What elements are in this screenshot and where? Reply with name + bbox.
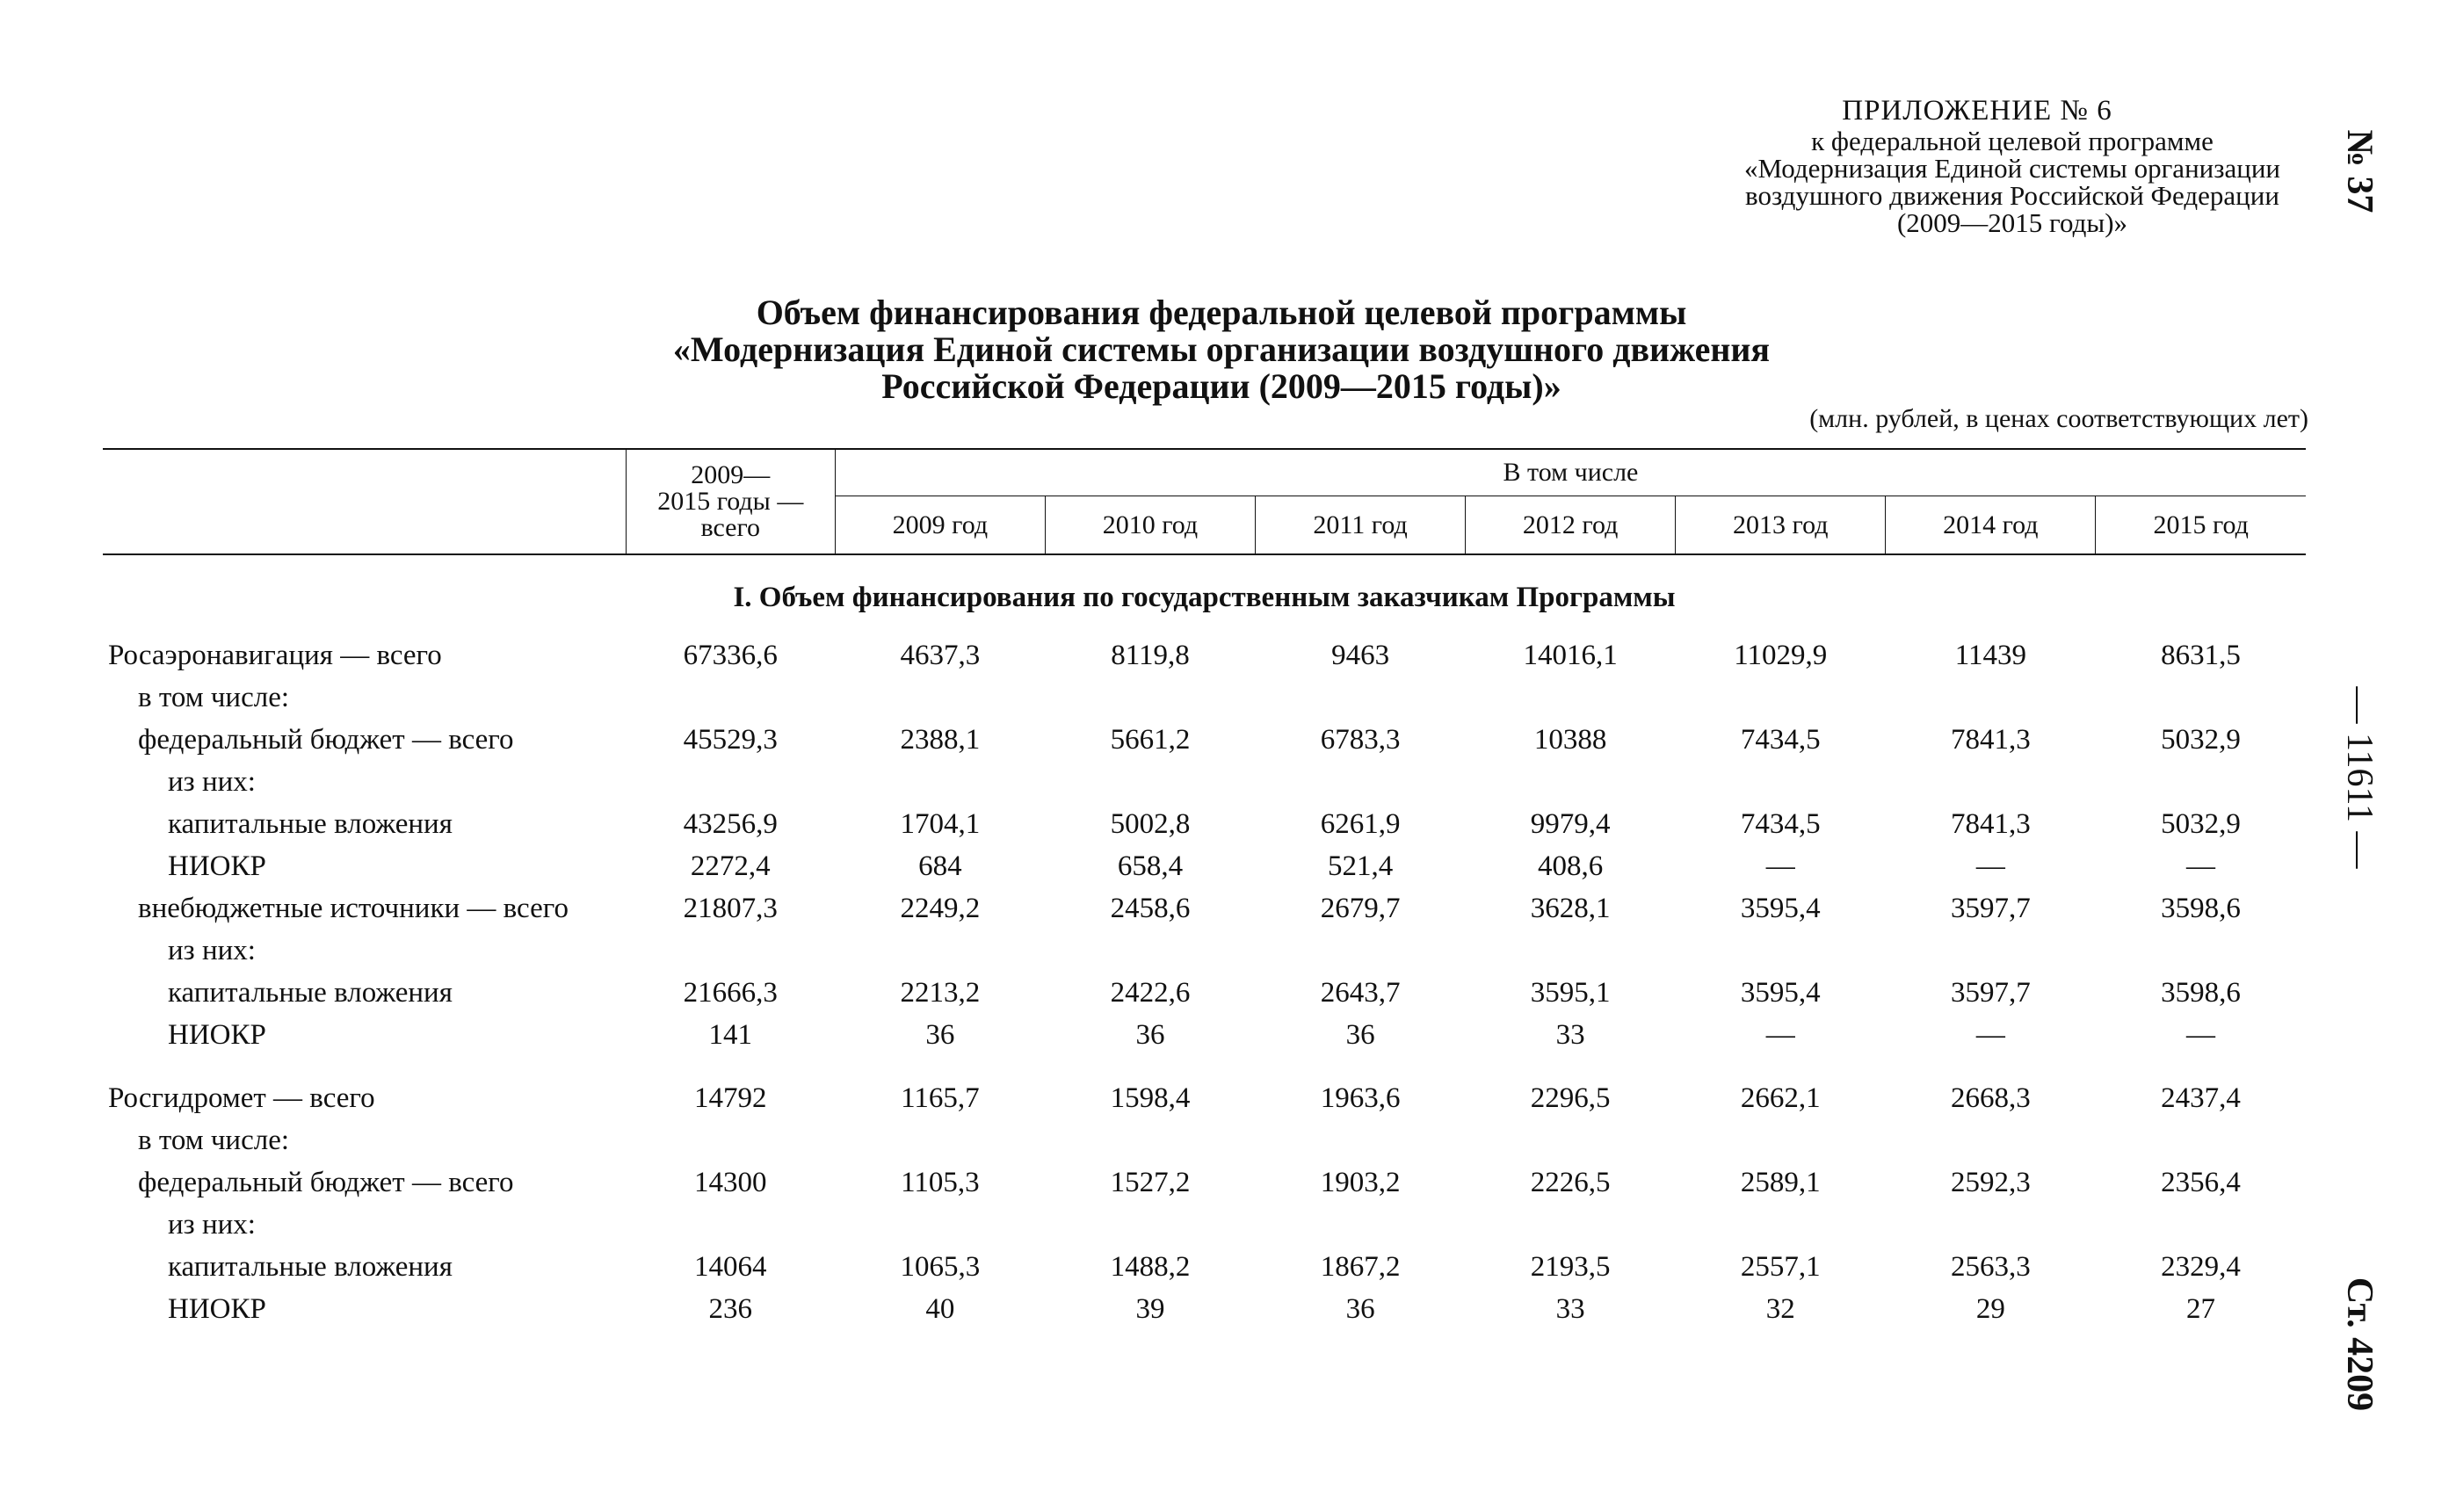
year-value: 9463 <box>1331 640 1390 671</box>
year-value <box>835 1209 1045 1251</box>
year-value: 2226,5 <box>1530 1167 1611 1198</box>
year-value: 3597,7 <box>1950 977 2031 1009</box>
year-value: 11029,9 <box>1734 640 1828 671</box>
year-value: 7434,5 <box>1740 808 1821 840</box>
year-value: 2557,1 <box>1740 1251 1821 1283</box>
year-value: 7841,3 <box>1950 808 2031 840</box>
total-header-line: 2015 годы — <box>657 487 804 516</box>
year-value <box>1466 1209 1676 1251</box>
table-row <box>103 1167 2306 1209</box>
year-value: 5002,8 <box>1110 808 1191 840</box>
year-value: 1598,4 <box>1110 1082 1191 1114</box>
total-value <box>626 1209 835 1251</box>
year-value <box>1256 1125 1466 1167</box>
year-value <box>2096 935 2306 977</box>
year-value <box>1045 682 1255 724</box>
year-value: 1867,2 <box>1320 1251 1401 1283</box>
document-title <box>562 294 1880 405</box>
year-value: 5661,2 <box>1110 724 1191 756</box>
row-label: Росгидромет — всего <box>108 1082 375 1114</box>
title-line: Российской Федерации (2009—2015 годы)» <box>881 366 1561 406</box>
year-value: 2668,3 <box>1950 1082 2031 1114</box>
year-value: 3595,4 <box>1740 893 1821 924</box>
total-value: 43256,9 <box>683 808 778 840</box>
year-value: 10388 <box>1533 724 1607 756</box>
year-header: 2013 год <box>1676 496 1886 554</box>
year-value: 5032,9 <box>2161 724 2241 756</box>
label-header <box>103 449 626 554</box>
year-value: 2193,5 <box>1530 1251 1611 1283</box>
total-value: 21666,3 <box>683 977 778 1009</box>
row-label: из них: <box>168 766 256 798</box>
year-value <box>2096 1209 2306 1251</box>
year-value: 2589,1 <box>1740 1167 1821 1198</box>
total-header <box>626 449 835 554</box>
year-value: 1963,6 <box>1320 1082 1401 1114</box>
total-value: 14064 <box>694 1251 767 1283</box>
row-label: из них: <box>168 935 256 966</box>
total-value: 67336,6 <box>683 640 778 671</box>
table-row <box>103 935 2306 977</box>
year-value: 11439 <box>1954 640 2026 671</box>
table-row <box>103 1125 2306 1167</box>
row-label: НИОКР <box>168 850 266 882</box>
year-value: 1065,3 <box>900 1251 981 1283</box>
page-number: — 11611 — <box>2339 686 2380 869</box>
year-value: 2592,3 <box>1950 1167 2031 1198</box>
year-value: 4637,3 <box>900 640 981 671</box>
year-header: 2010 год <box>1045 496 1255 554</box>
year-value <box>2096 1125 2306 1167</box>
year-value <box>1886 1209 2096 1251</box>
year-value <box>1886 1125 2096 1167</box>
year-value: 2643,7 <box>1320 977 1401 1009</box>
year-header: 2011 год <box>1256 496 1466 554</box>
table-row <box>103 977 2306 1019</box>
year-value: 36 <box>1345 1293 1375 1325</box>
table-row <box>103 1293 2306 1335</box>
year-value: 2563,3 <box>1950 1251 2031 1283</box>
year-value: 2296,5 <box>1530 1082 1611 1114</box>
row-label: капитальные вложения <box>168 808 453 840</box>
spacer-row <box>103 1061 2306 1082</box>
appendix-line: воздушного движения Российской Федерации <box>1745 180 2279 211</box>
year-value: — <box>1765 850 1795 882</box>
year-value: 40 <box>925 1293 955 1325</box>
year-value <box>1045 935 1255 977</box>
row-label: в том числе: <box>138 682 290 713</box>
year-value <box>1676 1125 1886 1167</box>
financing-table <box>103 448 2306 1335</box>
row-label: в том числе: <box>138 1125 290 1156</box>
units-note: (млн. рублей, в ценах соответствующих лет) <box>1809 404 2308 433</box>
year-value <box>1886 682 2096 724</box>
year-header: 2009 год <box>835 496 1045 554</box>
year-value: 2437,4 <box>2161 1082 2241 1114</box>
total-value <box>626 935 835 977</box>
total-value: 14792 <box>694 1082 767 1114</box>
appendix-line: «Модернизация Единой системы организации <box>1743 153 2281 184</box>
table-row <box>103 893 2306 935</box>
year-value: 33 <box>1555 1293 1585 1325</box>
year-value <box>2096 766 2306 808</box>
year-value <box>1886 766 2096 808</box>
year-value: — <box>2185 1019 2215 1051</box>
table-row <box>103 1209 2306 1251</box>
table-row <box>103 1082 2306 1125</box>
year-value <box>1466 682 1676 724</box>
spacer-cell <box>103 1061 2306 1082</box>
year-value: 1527,2 <box>1110 1167 1191 1198</box>
total-value: 2272,4 <box>690 850 771 882</box>
year-value: 14016,1 <box>1523 640 1618 671</box>
year-value: 8631,5 <box>2161 640 2241 671</box>
table-row <box>103 640 2306 682</box>
year-value: 36 <box>925 1019 955 1051</box>
total-header-line: всего <box>700 513 761 542</box>
year-value: 9979,4 <box>1530 808 1611 840</box>
total-value <box>626 1125 835 1167</box>
year-value: 27 <box>2185 1293 2215 1325</box>
year-value: 5032,9 <box>2161 808 2241 840</box>
year-value: 3628,1 <box>1530 893 1611 924</box>
year-value: — <box>1975 1019 2005 1051</box>
page-number-side <box>2320 676 2399 879</box>
year-value: 2249,2 <box>900 893 981 924</box>
year-value: 3598,6 <box>2161 977 2241 1009</box>
row-label: внебюджетные источники — всего <box>138 893 569 924</box>
year-value: 6783,3 <box>1320 724 1401 756</box>
year-header: 2012 год <box>1466 496 1676 554</box>
appendix-title: ПРИЛОЖЕНИЕ № 6 <box>1842 95 2112 127</box>
year-value: 2388,1 <box>900 724 981 756</box>
year-value: 39 <box>1135 1293 1165 1325</box>
year-value <box>1676 682 1886 724</box>
year-value <box>835 682 1045 724</box>
year-value <box>1466 935 1676 977</box>
year-value: 32 <box>1765 1293 1795 1325</box>
year-value: 2329,4 <box>2161 1251 2241 1283</box>
year-value: 6261,9 <box>1320 808 1401 840</box>
year-value: — <box>1975 850 2005 882</box>
year-value <box>2096 682 2306 724</box>
year-value: 658,4 <box>1117 850 1184 882</box>
row-label: федеральный бюджет — всего <box>138 724 514 756</box>
total-value: 21807,3 <box>683 893 778 924</box>
year-value <box>1045 1209 1255 1251</box>
year-value: 3595,4 <box>1740 977 1821 1009</box>
year-value: 2422,6 <box>1110 977 1191 1009</box>
total-value: 14300 <box>694 1167 767 1198</box>
year-value: 521,4 <box>1327 850 1394 882</box>
year-header: 2015 год <box>2096 496 2306 554</box>
title-line: Объем финансирования федеральной целевой программы <box>756 293 1687 332</box>
table-row <box>103 724 2306 766</box>
year-value: 1165,7 <box>901 1082 980 1114</box>
year-value: 2679,7 <box>1320 893 1401 924</box>
total-value: 236 <box>708 1293 753 1325</box>
year-value: 408,6 <box>1538 850 1604 882</box>
year-value <box>1045 766 1255 808</box>
year-value: 2662,1 <box>1740 1082 1821 1114</box>
year-value <box>1256 935 1466 977</box>
year-value: 1903,2 <box>1320 1167 1401 1198</box>
year-value: 2458,6 <box>1110 893 1191 924</box>
row-label: федеральный бюджет — всего <box>138 1167 514 1198</box>
group-header: В том числе <box>835 449 2306 496</box>
row-label: Росаэронавигация — всего <box>108 640 442 671</box>
year-value <box>1886 935 2096 977</box>
table-row <box>103 850 2306 893</box>
section-heading: I. Объем финансирования по государственным заказчикам Программы <box>733 582 1676 613</box>
total-header-line: 2009— <box>691 460 771 489</box>
year-value: 684 <box>918 850 962 882</box>
row-label: НИОКР <box>168 1293 266 1325</box>
appendix-block <box>1714 95 2311 236</box>
row-label: капитальные вложения <box>168 1251 453 1283</box>
year-value: 36 <box>1345 1019 1375 1051</box>
sheet-number-side <box>2320 1239 2399 1450</box>
total-value <box>626 682 835 724</box>
total-value: 141 <box>708 1019 753 1051</box>
row-label: капитальные вложения <box>168 977 453 1009</box>
year-value: 1105,3 <box>901 1167 980 1198</box>
year-value <box>835 766 1045 808</box>
row-label: НИОКР <box>168 1019 266 1051</box>
year-value <box>835 1125 1045 1167</box>
table-row <box>103 1251 2306 1293</box>
table-row <box>103 1019 2306 1061</box>
issue-number-side <box>2320 101 2399 242</box>
year-value: 29 <box>1975 1293 2005 1325</box>
year-value: — <box>1765 1019 1795 1051</box>
year-value <box>1256 766 1466 808</box>
year-value: 2213,2 <box>900 977 981 1009</box>
row-label: из них: <box>168 1209 256 1241</box>
year-value: 3598,6 <box>2161 893 2241 924</box>
year-value <box>1676 1209 1886 1251</box>
year-value <box>1676 766 1886 808</box>
total-value: 45529,3 <box>683 724 778 756</box>
year-value: 36 <box>1135 1019 1165 1051</box>
year-value: 1704,1 <box>900 808 981 840</box>
issue-number: № 37 <box>2339 129 2380 213</box>
appendix-line: (2009—2015 годы)» <box>1896 207 2128 238</box>
year-value: 3595,1 <box>1530 977 1611 1009</box>
table-row <box>103 808 2306 850</box>
total-value <box>626 766 835 808</box>
year-value: 2356,4 <box>2161 1167 2241 1198</box>
year-value: 1488,2 <box>1110 1251 1191 1283</box>
table-row <box>103 766 2306 808</box>
year-value: 8119,8 <box>1111 640 1190 671</box>
appendix-line: к федеральной целевой программе <box>1811 126 2214 156</box>
title-line: «Модернизация Единой системы организации воздушного движения <box>672 329 1771 369</box>
year-value <box>1466 1125 1676 1167</box>
year-value: 7434,5 <box>1740 724 1821 756</box>
year-value <box>1256 1209 1466 1251</box>
year-value: 3597,7 <box>1950 893 2031 924</box>
year-value <box>1676 935 1886 977</box>
year-value: 7841,3 <box>1950 724 2031 756</box>
year-value: — <box>2185 850 2215 882</box>
year-header: 2014 год <box>1886 496 2096 554</box>
year-value <box>1045 1125 1255 1167</box>
sheet-number: Ст. 4209 <box>2339 1277 2380 1412</box>
year-value <box>835 935 1045 977</box>
table-row <box>103 682 2306 724</box>
year-value <box>1466 766 1676 808</box>
year-value <box>1256 682 1466 724</box>
year-value: 33 <box>1555 1019 1585 1051</box>
